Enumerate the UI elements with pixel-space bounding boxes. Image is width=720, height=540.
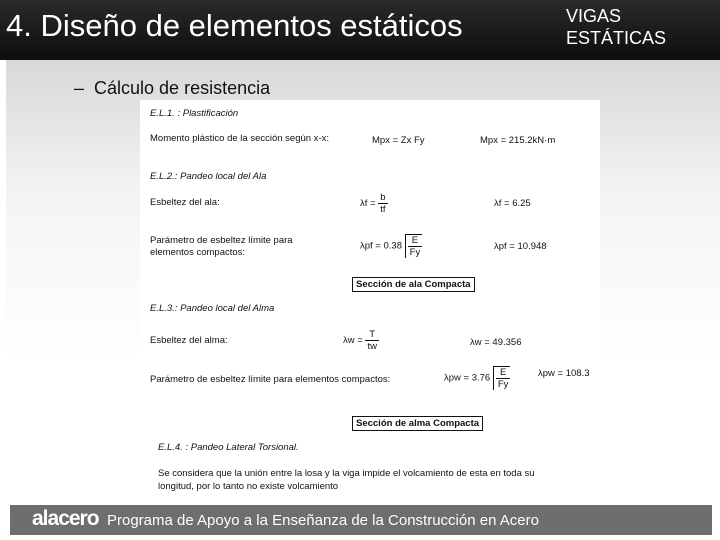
el2-E: E	[408, 235, 423, 247]
el2-formula1	[360, 192, 388, 215]
el3-lambda-pw: λpw = 3.76	[444, 372, 491, 384]
left-edge	[0, 60, 6, 540]
calculation-document	[140, 100, 600, 495]
el1-result: Mpx = 215.2kN·m	[480, 135, 556, 146]
el3-fraction	[365, 329, 379, 352]
el2-Fy: Fy	[409, 247, 421, 258]
el1-heading: E.L.1. : Plastificación	[150, 108, 239, 119]
section-label-line1: VIGAS	[566, 6, 622, 26]
el4-heading: E.L.4. : Pandeo Lateral Torsional.	[158, 442, 299, 453]
slide-title: 4. Diseño de elementos estáticos	[6, 8, 463, 43]
el2-result2: λpf = 10.948	[494, 241, 547, 252]
el3-label1: Esbeltez del alma:	[150, 335, 228, 346]
el2-sqrt	[405, 234, 423, 258]
el3-formula2	[444, 366, 510, 390]
el3-formula1	[343, 329, 379, 352]
footer-text: Programa de Apoyo a la Enseñanza de la Construcción en Acero	[107, 512, 539, 529]
el3-T: T	[365, 329, 379, 341]
section-label-line2: ESTÁTICAS	[566, 28, 667, 48]
el2-label2a: Parámetro de esbeltez límite para	[150, 235, 293, 246]
el2-formula2	[360, 234, 422, 258]
el3-result2: λpw = 108.3	[538, 368, 590, 379]
el2-tf: tf	[380, 204, 386, 215]
title-bar	[0, 0, 720, 60]
el2-lambda-pf: λpf = 0.38	[360, 240, 402, 252]
el2-b: b	[380, 192, 386, 203]
alacero-logo: alacero	[32, 507, 99, 530]
el3-conclusion-box: Sección de alma Compacta	[352, 416, 483, 431]
bullet-text: Cálculo de resistencia	[94, 78, 271, 98]
el3-result1: λw = 49.356	[470, 337, 522, 348]
el3-heading: E.L.3.: Pandeo local del Alma	[150, 303, 275, 314]
el2-fraction	[378, 192, 387, 215]
el1-formula: Mpx = Zx Fy	[372, 135, 425, 146]
el2-heading: E.L.2.: Pandeo local del Ala	[150, 171, 267, 182]
el3-tw: tw	[367, 341, 377, 352]
el4-text2: longitud, por lo tanto no existe volcamiento	[158, 481, 339, 492]
el2-label2b: elementos compactos:	[150, 247, 246, 258]
section-label	[566, 5, 666, 49]
el2-sqrt-fraction	[408, 235, 423, 258]
bullet-dash: –	[74, 78, 85, 98]
el3-Fy: Fy	[497, 379, 509, 390]
el3-E: E	[496, 367, 511, 379]
el3-sqrt-fraction	[496, 367, 511, 390]
el3-label2: Parámetro de esbeltez límite para elementos compactos:	[150, 374, 391, 385]
bullet-item	[74, 78, 270, 99]
el3-sqrt	[493, 366, 511, 390]
el2-result1: λf = 6.25	[494, 198, 531, 209]
el2-conclusion-box: Sección de ala Compacta	[352, 277, 475, 292]
el1-label: Momento plástico de la sección según x-x:	[150, 133, 330, 144]
el2-label1: Esbeltez del ala:	[150, 197, 220, 208]
el3-lambda-w: λw =	[343, 335, 363, 347]
footer-bar	[10, 505, 712, 535]
el4-text1: Se considera que la unión entre la losa y la viga impide el volcamiento de esta en toda su	[158, 468, 535, 479]
el2-lambda-f: λf =	[360, 198, 376, 210]
